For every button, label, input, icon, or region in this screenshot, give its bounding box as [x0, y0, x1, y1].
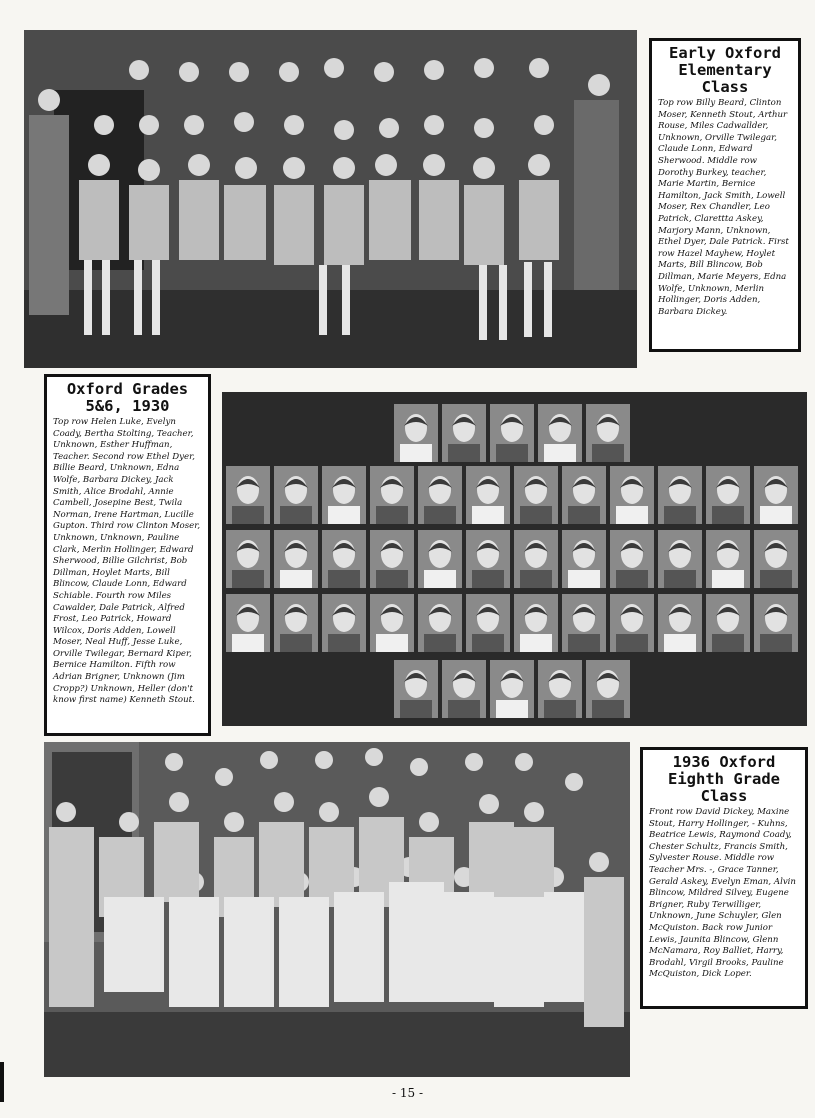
portrait-tile [226, 530, 270, 588]
portrait-tile [442, 404, 486, 462]
portrait-tile [754, 530, 798, 588]
portrait-tile [658, 594, 702, 652]
portrait-tile [226, 466, 270, 524]
portrait-tile [610, 466, 654, 524]
caption-title: Oxford Grades 5&6, 1930 [66, 380, 189, 415]
portrait-tile [658, 466, 702, 524]
portrait-tile [562, 466, 606, 524]
portrait-tile [610, 594, 654, 652]
caption-body: Top row Billy Beard, Clinton Moser, Kenneth Stout, Arthur Rouse, Miles Cadwallder, Unknown, Orville Twilegar, Claude Lonn, Edward Sherwood. Middle row Dorothy Burkey, teacher, Marie Martin, Bernice Hamilton, Jack Smith, Lowell Moser, Rex Chandler, Leo Patrick, Clarettta Askey, Marjory Mann, Unknown, Ethel Dyer, Dale Patrick. First row Hazel Mayhew, Hoylet Marts, Bill Blincow, Bob Dillman, Marie Meyers, Edna Wolfe, Unknown, Merlin Hollinger, Doris Adden, Barbara Dickey. [658, 98, 789, 317]
portrait-tile [562, 530, 606, 588]
caption-early-oxford-class [649, 38, 801, 352]
portrait-tile [610, 530, 654, 588]
portrait-tile [322, 594, 366, 652]
edge-mark [0, 1062, 4, 1102]
portrait-tile [394, 404, 438, 462]
caption-body: Top row Helen Luke, Evelyn Coady, Bertha Stolting, Teacher, Unknown, Esther Huffman, Teacher. Second row Ethel Dyer, Billie Beard, Unknown, Edna Wolfe, Barbara Dickey, Jack Smith, Alice Brodahl, Annie Cambell, Josepine Best, Twila Norman, Irene Hartman, Lucille Gupton. Third row Clinton Moser, Unknown, Unknown, Pauline Clark, Merlin Hollinger, Edward Sherwood, Billie Gilchrist, Bob Dillman, Hoylet Marts, Bill Blincow, Claude Lonn, Edward Schiable. Fourth row Miles Cawalder, Dale Patrick, Alfred Frost, Leo Patrick, Howard Wilcox, Doris Adden, Lowell Moser, Neal Huff, Jesse Luke, Orville Twilegar, Bernard Kiper, Bernice Hamilton. Fifth row Adrian Brigner, Unknown (Jim Cropp?) Unknown, Heller (don't know first name) Kenneth Stout. [53, 417, 201, 706]
portrait-tile [394, 660, 438, 718]
page-number: - 15 - [391, 1086, 423, 1100]
portrait-tile [274, 530, 318, 588]
caption-title: Early Oxford Elementary Class [669, 44, 781, 96]
portrait-tile [466, 530, 510, 588]
portrait-tile [442, 660, 486, 718]
caption-title: 1936 Oxford Eighth Grade Class [668, 753, 780, 805]
portrait-tile [706, 466, 750, 524]
portrait-tile [754, 466, 798, 524]
portrait-tile [370, 594, 414, 652]
photo-oxford-grades-composite [222, 392, 807, 726]
portrait-tile [514, 466, 558, 524]
caption-oxford-grades [44, 374, 211, 736]
portrait-tile [562, 594, 606, 652]
portrait-tile [538, 404, 582, 462]
portrait-tile [586, 660, 630, 718]
portrait-tile [490, 404, 534, 462]
portrait-tile [466, 466, 510, 524]
portrait-tile [514, 594, 558, 652]
portrait-tile [706, 530, 750, 588]
portrait-tile [514, 530, 558, 588]
portrait-tile [274, 466, 318, 524]
portrait-tile [370, 466, 414, 524]
portrait-tile [538, 660, 582, 718]
photo-1936-eighth-grade-class [44, 742, 630, 1077]
portrait-tile [418, 466, 462, 524]
portrait-tile [490, 660, 534, 718]
caption-body: Front row David Dickey, Maxine Stout, Harry Hollinger, - Kuhns, Beatrice Lewis, Raymond Coady, Chester Schultz, Francis Smith, Sylvester Rouse. Middle row Teacher Mrs. -, Grace Tanner, Gerald Askey, Evelyn Eman, Alvin Blincow, Mildred Silvey, Eugene Brigner, Ruby Terwilliger, Unknown, June Schuyler, Glen McQuiston. Back row Junior Lewis, Jaunita Blincow, Glenn McNamara, Roy Balliet, Harry, Brodahl, Virgil Brooks, Pauline McQuiston, Dick Loper. [649, 807, 796, 980]
portrait-tile [226, 594, 270, 652]
portrait-tile [370, 530, 414, 588]
portrait-tile [418, 530, 462, 588]
portrait-tile [754, 594, 798, 652]
caption-1936-eighth-grade-class [640, 747, 808, 1009]
portrait-tile [418, 594, 462, 652]
portrait-tile [322, 530, 366, 588]
photo-early-oxford-class [24, 30, 637, 368]
portrait-tile [658, 530, 702, 588]
portrait-tile [274, 594, 318, 652]
portrait-tile [706, 594, 750, 652]
portrait-tile [466, 594, 510, 652]
portrait-tile [586, 404, 630, 462]
portrait-tile [322, 466, 366, 524]
